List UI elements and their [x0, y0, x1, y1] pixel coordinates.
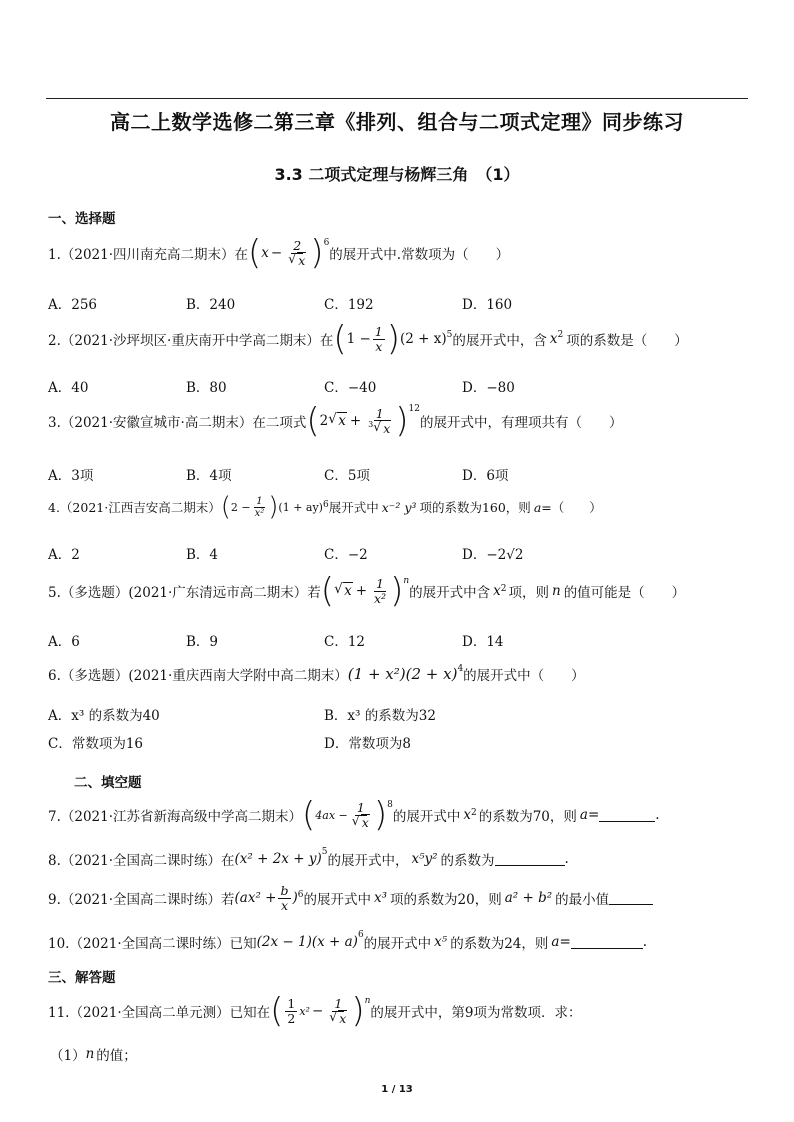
q1-option-d[interactable]: D．160 — [462, 297, 513, 313]
q11-sub1-text: 的值； — [96, 1048, 137, 1064]
q9-term-a: (ax² + — [234, 890, 277, 907]
q4-term-a: 2 − — [230, 500, 251, 514]
q8-prefix: 8.（2021·全国高二课时练）在 — [48, 853, 235, 869]
q2-suffix: 项的系数是（ ） — [566, 333, 688, 349]
question-9 — [48, 884, 653, 913]
q1-suffix: 的展开式中.常数项为（ ） — [329, 247, 510, 263]
q3-coef: 2 — [319, 413, 329, 429]
q1-prefix: 1.（2021·四川南充高二期末）在 — [48, 247, 249, 263]
q3-option-a[interactable]: A．3项 — [48, 468, 94, 484]
q11-frac1-den: 2 — [287, 1010, 296, 1026]
q7-term: x — [463, 807, 471, 823]
q11-x2: x² — [299, 1004, 310, 1018]
q5-exponent: n — [403, 576, 410, 586]
q10-tail: . — [642, 934, 648, 950]
q4-term-b: (1 + ay) — [278, 500, 323, 514]
q7-term-a: 4ax − — [315, 808, 348, 822]
q9-end: 的最小值 — [555, 892, 610, 909]
q2-option-a[interactable]: A．40 — [48, 380, 89, 396]
q3-root-index: 3 — [368, 420, 374, 430]
q11-exponent: n — [364, 996, 371, 1006]
q5-term-exp: 2 — [500, 584, 507, 594]
q7-answer-blank[interactable] — [599, 809, 655, 822]
q3-suffix: 的展开式中，有理项共有（ ） — [420, 415, 623, 431]
q1-rparen: ) — [310, 233, 324, 273]
q2-frac-den: x — [375, 338, 383, 354]
q2-term-b: (2 + x) — [400, 331, 447, 347]
q8-mid: 的展开式中， — [327, 853, 409, 869]
q7-prefix: 7.（2021·江苏省新海高级中学高二期末） — [48, 809, 303, 825]
q7-mid: 的展开式中 — [392, 809, 461, 825]
q10-end: = — [559, 934, 571, 950]
q9-mid: 的展开式中 — [303, 892, 372, 909]
q2-prefix: 2.（2021·沙坪坝区·重庆南开中学高二期末）在 — [48, 333, 334, 349]
q1-lparen: ( — [248, 233, 262, 273]
q5-sqrt: √ x — [334, 581, 352, 599]
question-5: 5.（多选题）(2021·广东清远市高二期末）若 ( √ x + $\frac{1}{\text{x²}}$ ) n 的展开式中含 x 2 项，则 n 的值可能是（ ） — [48, 571, 686, 611]
q11-fraction-half — [285, 997, 297, 1026]
q6-option-b[interactable]: B．x³ 的系数为32 — [324, 708, 436, 724]
q1-frac-num: 2 — [293, 237, 302, 253]
q7-term-exp: 2 — [470, 808, 477, 818]
q7-frac-num: 1 — [356, 799, 365, 815]
q9-fraction — [278, 884, 290, 913]
q6-prefix: 6.（多选题）(2021·重庆西南大学附中高二期末） — [48, 668, 348, 684]
q5-plus: + — [355, 583, 367, 599]
q2-term: x — [549, 331, 558, 347]
q8-post: 的系数为 — [440, 853, 495, 869]
q11-sub1-var: n — [85, 1046, 95, 1062]
q1-fraction: 2 √ x — [288, 237, 306, 268]
q10-post: 的系数为24，则 — [450, 936, 549, 952]
q11-fraction: 1 √ x — [329, 995, 347, 1026]
q11-frac-num: 1 — [334, 995, 343, 1011]
q7-fraction: 1 √ x — [351, 799, 369, 830]
q4-fraction — [253, 496, 267, 519]
q5-fraction — [372, 577, 388, 606]
q10-term: x⁵ — [434, 934, 448, 950]
q3-option-b[interactable]: B．4项 — [186, 468, 232, 484]
q2-option-d[interactable]: D．−80 — [462, 380, 515, 396]
question-4: 4.（2021·江西吉安高二期末） ( 2 − $\frac{1}{\text{x²}}$ ) (1 + ay) 6 展开式中 x⁻² y³ 项的系数为160，则 a =（ ） — [48, 492, 602, 522]
q5-end: 的值可能是（ ） — [563, 585, 686, 601]
q4-var: a — [533, 499, 542, 515]
q5-option-d[interactable]: D．14 — [462, 634, 504, 650]
q6-exponent: 4 — [457, 664, 464, 674]
question-11: 11.（2021·全国高二单元测）已知在 ( $\frac{1}{2}$ x² − 1 √ x ) n 的展开式中，第9项为常数项．求： — [48, 991, 582, 1031]
question-11-part-1 — [50, 1044, 137, 1064]
q1-option-a[interactable]: A．256 — [48, 297, 98, 313]
q5-var: n — [551, 583, 561, 599]
question-6 — [48, 664, 585, 684]
q11-suffix: 的展开式中，第9项为常数项．求： — [370, 1005, 582, 1021]
q7-frac-den: x — [361, 814, 369, 830]
q5-option-b[interactable]: B．9 — [186, 634, 219, 650]
q9-answer-blank[interactable] — [609, 892, 653, 905]
q3-option-c[interactable]: C．5项 — [324, 468, 370, 484]
q3-frac-den: x — [383, 420, 391, 436]
q4-option-a[interactable]: A．2 — [48, 547, 80, 563]
q8-term: x⁵y² — [411, 851, 438, 867]
q7-exponent: 8 — [387, 800, 393, 810]
question-7: 7.（2021·江苏省新海高级中学高二期末） ( 4ax − 1 √ x ) 8 的展开式中 x 2 的系数为70，则 a = . — [48, 795, 660, 835]
q1-option-c[interactable]: C．192 — [324, 297, 374, 313]
document-subtitle: 3.3 二项式定理与杨辉三角 （1） — [274, 165, 520, 184]
q9-close: ) — [292, 890, 298, 907]
q10-prefix: 10.（2021·全国高二课时练）已知 — [48, 936, 257, 952]
q8-tail: . — [564, 851, 569, 867]
q2-frac-num: 1 — [374, 323, 383, 339]
q9-expr2: a² + b² — [504, 890, 553, 907]
q5-term: x — [493, 583, 501, 599]
q4-prefix: 4.（2021·江西吉安高二期末） — [48, 500, 221, 515]
q6-suffix: 的展开式中（ ） — [463, 668, 585, 684]
q2-fraction — [373, 325, 385, 354]
q10-answer-blank[interactable] — [571, 936, 643, 949]
q11-frac-den: x — [339, 1010, 347, 1026]
q7-tail: . — [655, 807, 660, 823]
q9-post: 项的系数为20，则 — [390, 892, 502, 909]
q5-frac-num: 1 — [376, 575, 384, 591]
q2-term-a: 1 − — [346, 331, 371, 347]
question-1 — [48, 233, 510, 273]
q1-option-b[interactable]: B．240 — [186, 297, 236, 313]
q9-prefix: 9.（2021·全国高二课时练）若 — [48, 892, 235, 909]
q10-var: a — [551, 934, 560, 950]
q3-plus: + — [349, 413, 362, 429]
q11-frac1-num: 1 — [287, 995, 296, 1011]
question-8 — [48, 849, 569, 869]
q3-exponent: 12 — [408, 404, 420, 414]
q10-exponent: 6 — [357, 930, 364, 940]
q2-exponent: 5 — [446, 330, 453, 340]
q3-sqrt: √ x — [328, 411, 346, 429]
q9-frac-den: x — [280, 897, 289, 913]
q10-expr: (2x − 1)(x + a) — [256, 934, 358, 950]
q5-option-c[interactable]: C．12 — [324, 634, 366, 650]
q3-fraction: 1 $^3$ √ x — [368, 405, 391, 436]
section-choice: 一、选择题 — [48, 211, 116, 227]
q6-option-d[interactable]: D．常数项为8 — [324, 736, 411, 752]
q7-end: = — [587, 807, 600, 823]
section-fill: 二、填空题 — [74, 775, 142, 791]
q1-exponent: 6 — [323, 238, 330, 248]
q6-option-a[interactable]: A．x³ 的系数为40 — [48, 708, 160, 724]
q2-mid: 的展开式中，含 — [452, 333, 547, 349]
q9-term: x³ — [374, 890, 388, 907]
q4-option-c[interactable]: C．−2 — [324, 547, 368, 563]
q4-mid: 展开式中 — [328, 500, 379, 515]
header-rule — [46, 98, 748, 99]
q5-prefix: 5.（多选题）(2021·广东清远市高二期末）若 — [48, 585, 321, 601]
q3-frac-num: 1 — [375, 405, 384, 421]
q7-var: a — [579, 807, 588, 823]
q6-expr: (1 + x²)(2 + x) — [347, 665, 458, 683]
q2-option-b[interactable]: B．80 — [186, 380, 227, 396]
q5-mid: 的展开式中含 — [409, 585, 491, 601]
q11-sub1-label: （1） — [50, 1048, 86, 1064]
q1-frac-den: x — [298, 252, 306, 268]
q8-exponent: 5 — [321, 847, 328, 857]
q4-option-b[interactable]: B．4 — [186, 547, 219, 563]
q4-post: 项的系数为160，则 — [419, 500, 531, 515]
document-title: 高二上数学选修二第三章《排列、组合与二项式定理》同步练习 — [110, 110, 684, 134]
page-number: 1 / 13 — [381, 1084, 413, 1095]
q11-prefix: 11.（2021·全国高二单元测）已知在 — [48, 1005, 271, 1021]
q3-option-d[interactable]: D．6项 — [462, 468, 509, 484]
q4-exponent: 6 — [322, 500, 329, 510]
q6-option-c[interactable]: C．常数项为16 — [48, 736, 144, 752]
q10-mid: 的展开式中 — [363, 936, 432, 952]
q1-x: x — [261, 245, 269, 261]
q4-option-d[interactable]: D．−2√2 — [462, 547, 524, 563]
question-10 — [48, 932, 647, 952]
q5-frac-den: x² — [374, 590, 387, 606]
section-answer: 三、解答题 — [48, 970, 116, 986]
question-2: 2.（2021·沙坪坝区·重庆南开中学高二期末）在 ( 1 − $\frac{1}{x}$ ) (2 + x) 5 的展开式中，含 x 2 项的系数是（ ） — [48, 319, 688, 359]
q4-frac-den: x² — [254, 507, 265, 519]
q7-post: 的系数为70，则 — [478, 809, 577, 825]
q1-minus: − — [270, 245, 283, 261]
question-3: 3.（2021·安徽宣城市·高二期末）在二项式 ( 2 √ x + 1 $^3$ √ x ) 12 的展开式中，有理项共有（ ） — [48, 401, 623, 441]
q8-answer-blank[interactable] — [495, 853, 565, 866]
q11-minus: − — [311, 1003, 324, 1019]
q4-end: =（ ） — [541, 500, 602, 515]
q8-expr: (x² + 2x + y) — [234, 851, 322, 867]
q5-option-a[interactable]: A．6 — [48, 634, 80, 650]
q4-frac-num: 1 — [256, 495, 263, 507]
q9-frac-num: b — [280, 883, 289, 898]
q4-term: x⁻² y³ — [381, 499, 417, 515]
q2-term-exp: 2 — [557, 330, 564, 340]
q9-exponent: 6 — [297, 890, 304, 900]
q2-option-c[interactable]: C．−40 — [324, 380, 377, 396]
q5-post: 项，则 — [508, 585, 549, 601]
q3-prefix: 3.（2021·安徽宣城市·高二期末）在二项式 — [48, 415, 307, 431]
